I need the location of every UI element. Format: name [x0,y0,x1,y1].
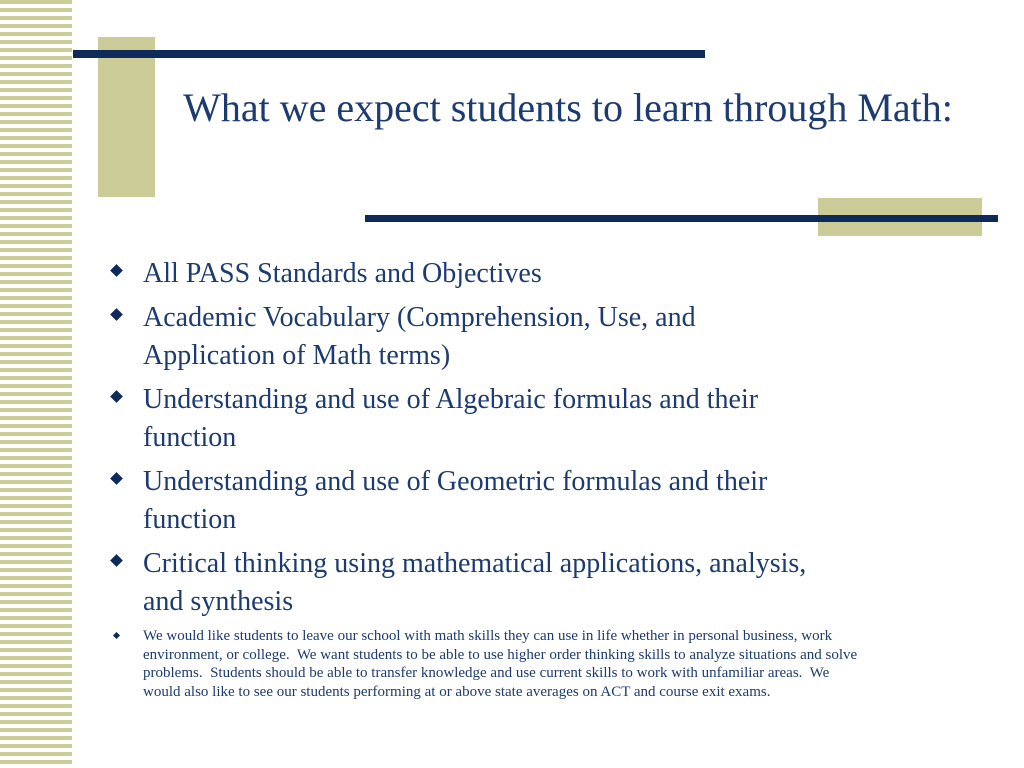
top-rule-bar [73,50,705,58]
bullet-item [143,545,1003,621]
diamond-bullet-icon [110,472,123,485]
slide-title: What we expect students to learn through Math: [183,85,953,130]
bullet-text: Academic Vocabulary (Comprehension, Use, and [143,302,696,333]
note-text: problems. Students should be able to transfer knowledge and use current skills to work with unfamiliar areas. We [143,665,830,681]
bullet-text: Application of Math terms) [143,340,451,371]
bullet-text: function [143,422,237,453]
bullet-item [143,299,1003,375]
bullet-item [143,381,1003,457]
bullet-text: function [143,504,237,535]
bottom-rule-bar [365,215,998,222]
diamond-bullet-icon [113,632,120,639]
diamond-bullet-icon [110,308,123,321]
diamond-bullet-icon [110,554,123,567]
note-text: would also like to see our students performing at or above state averages on ACT and course exit exams. [143,683,771,700]
top-accent-block [98,37,155,197]
bullet-text: Understanding and use of Geometric formulas and their [143,466,768,497]
bullet-text: Critical thinking using mathematical applications, analysis, [143,548,807,579]
bullet-text: and synthesis [143,586,294,617]
bullet-text: All PASS Standards and Objectives [143,258,542,289]
diamond-bullet-icon [110,264,123,277]
bullet-text: Understanding and use of Algebraic formulas and their [143,384,759,415]
bullet-list [143,255,1003,701]
note-bullet-item [143,627,1003,701]
diamond-bullet-icon [110,390,123,403]
bullet-item [143,463,1003,539]
left-stripe-pattern [0,0,72,768]
note-text: environment, or college. We want students to be able to use higher order thinking skills to analyze situations and solve [143,646,858,663]
note-text: We would like students to leave our school with math skills they can use in life whether in personal business, work [143,628,833,644]
bullet-item [143,255,1003,293]
